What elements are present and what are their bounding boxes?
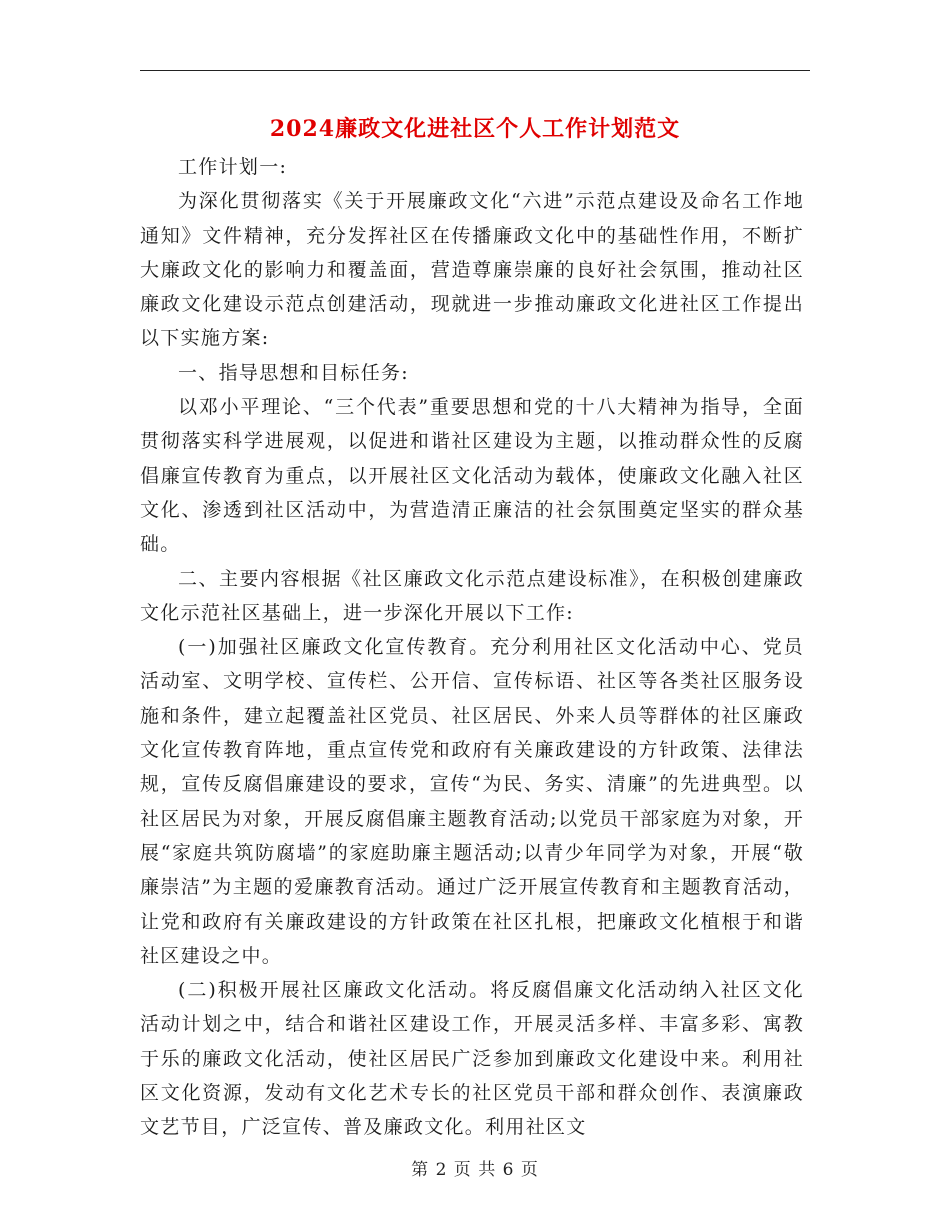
paragraph: (二)积极开展社区廉政文化活动。将反腐倡廉文化活动纳入社区文化活动计划之中，结合和谐社区建设工作，开展灵活多样、丰富多彩、寓教于乐的廉政文化活动，使社区居民广泛参加到廉政文化建设中来。利用社区文化资源，发动有文化艺术专长的社区党员干部和群众创作、表演廉政文艺节目，广泛宣传、普及廉政文化。利用社区文 — [140, 979, 804, 1139]
document-title: 2024廉政文化进社区个人工作计划范文 — [269, 116, 681, 142]
paragraph: 为深化贯彻落实《关于开展廉政文化“六进”示范点建设及命名工作地通知》文件精神，充分发挥社区在传播廉政文化中的基础性作用，不断扩大廉政文化的影响力和覆盖面，营造尊廉崇廉的良好社会氛围，推动社区廉政文化建设示范点创建活动，现就进一步推动廉政文化进社区工作提出以下实施方案: — [140, 190, 804, 350]
paragraph: 以邓小平理论、“三个代表”重要思想和党的十八大精神为指导，全面贯彻落实科学进展观，以促进和谐社区建设为主题，以推动群众性的反腐倡廉宣传教育为重点，以开展社区文化活动为载体，使廉政文化融入社区文化、渗透到社区活动中，为营造清正廉洁的社会氛围奠定坚实的群众基础。 — [140, 396, 804, 556]
paragraph: 一、指导思想和目标任务: — [178, 361, 410, 384]
document-body — [140, 150, 804, 1145]
paragraph: (一)加强社区廉政文化宣传教育。充分利用社区文化活动中心、党员活动室、文明学校、宣传栏、公开信、宣传标语、社区等各类社区服务设施和条件，建立起覆盖社区党员、社区居民、外来人员等群体的社区廉政文化宣传教育阵地，重点宣传党和政府有关廉政建设的方针政策、法律法规，宣传反腐倡廉建设的要求，宣传“为民、务实、清廉”的先进典型。以社区居民为对象，开展反腐倡廉主题教育活动;以党员干部家庭为对象，开展“家庭共筑防腐墙”的家庭助廉主题活动;以青少年同学为对象，开展“敬廉崇洁”为主题的爱廉教育活动。通过广泛开展宣传教育和主题教育活动，让党和政府有关廉政建设的方针政策在社区扎根，把廉政文化植根于和谐社区建设之中。 — [140, 636, 804, 967]
paragraph: 工作计划一: — [178, 156, 288, 178]
page-number-footer: 第 2 页 共 6 页 — [411, 1160, 539, 1180]
header-rule — [140, 70, 810, 71]
paragraph: 二、主要内容根据《社区廉政文化示范点建设标准》，在积极创建廉政文化示范社区基础上，进一步深化开展以下工作: — [140, 567, 804, 624]
